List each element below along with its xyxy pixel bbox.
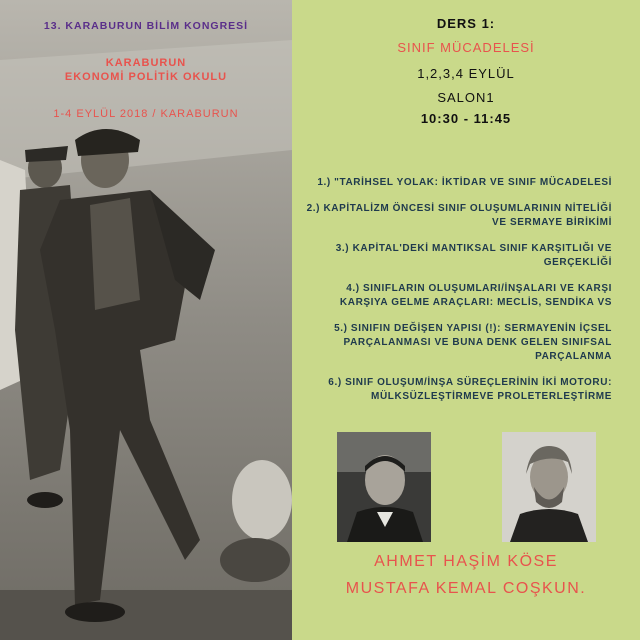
topic-item: 5.) SINIFIN DEĞİŞEN YAPISI (!): SERMAYENİN İÇSEL PARÇALANMASI VE BUNA DENK GELEN SINIFSAL PARÇALANMA — [334, 323, 612, 362]
lesson-topic: SINIF MÜCADELESİ — [397, 40, 535, 55]
speaker-1-portrait — [337, 432, 431, 542]
speaker-name-2: MUSTAFA KEMAL COŞKUN. — [345, 580, 587, 597]
speaker-photo-1 — [337, 432, 431, 542]
topic-item: 2.) KAPİTALİZM ÖNCESİ SINIF OLUŞUMLARININ NİTELİĞİ VE SERMAYE BİRİKİMİ — [306, 203, 612, 228]
school-name-line2: EKONOMİ POLİTİK OKULU — [64, 71, 228, 83]
lesson-room: SALON1 — [437, 90, 495, 105]
congress-title: 13. KARABURUN BİLİM KONGRESİ — [43, 20, 249, 32]
lesson-days: 1,2,3,4 EYLÜL — [417, 66, 515, 81]
topic-list — [302, 176, 612, 416]
lesson-label: DERS 1: — [436, 16, 496, 31]
speaker-name-1: AHMET HAŞİM KÖSE — [374, 553, 558, 570]
lesson-time: 10:30 - 11:45 — [420, 111, 512, 126]
topic-item: 6.) SINIF OLUŞUM/İNŞA SÜREÇLERİNİN İKİ MOTORU: MÜLKSÜZLEŞTİRMEVE PROLETERLEŞTİRME — [328, 377, 612, 402]
event-dates: 1-4 EYLÜL 2018 / KARABURUN — [53, 108, 239, 120]
topic-item: 1.) "TARİHSEL YOLAK: İKTİDAR VE SINIF MÜCADELESİ — [317, 177, 612, 188]
workers-photo — [0, 0, 292, 640]
topic-item: 3.) KAPİTAL'DEKİ MANTIKSAL SINIF KARŞITLIĞI VE GERÇEKLİĞİ — [335, 243, 612, 268]
school-name-line1: KARABURUN — [105, 57, 187, 69]
speaker-photo-2 — [502, 432, 596, 542]
program-panel — [292, 0, 640, 640]
topic-item: 4.) SINIFLARIN OLUŞUMLARI/İNŞALARI VE KARŞI KARŞIYA GELME ARAÇLARI: MECLİS, SENDİKA VS — [339, 283, 612, 308]
historic-photo-panel — [0, 0, 292, 640]
speaker-2-portrait — [502, 432, 596, 542]
